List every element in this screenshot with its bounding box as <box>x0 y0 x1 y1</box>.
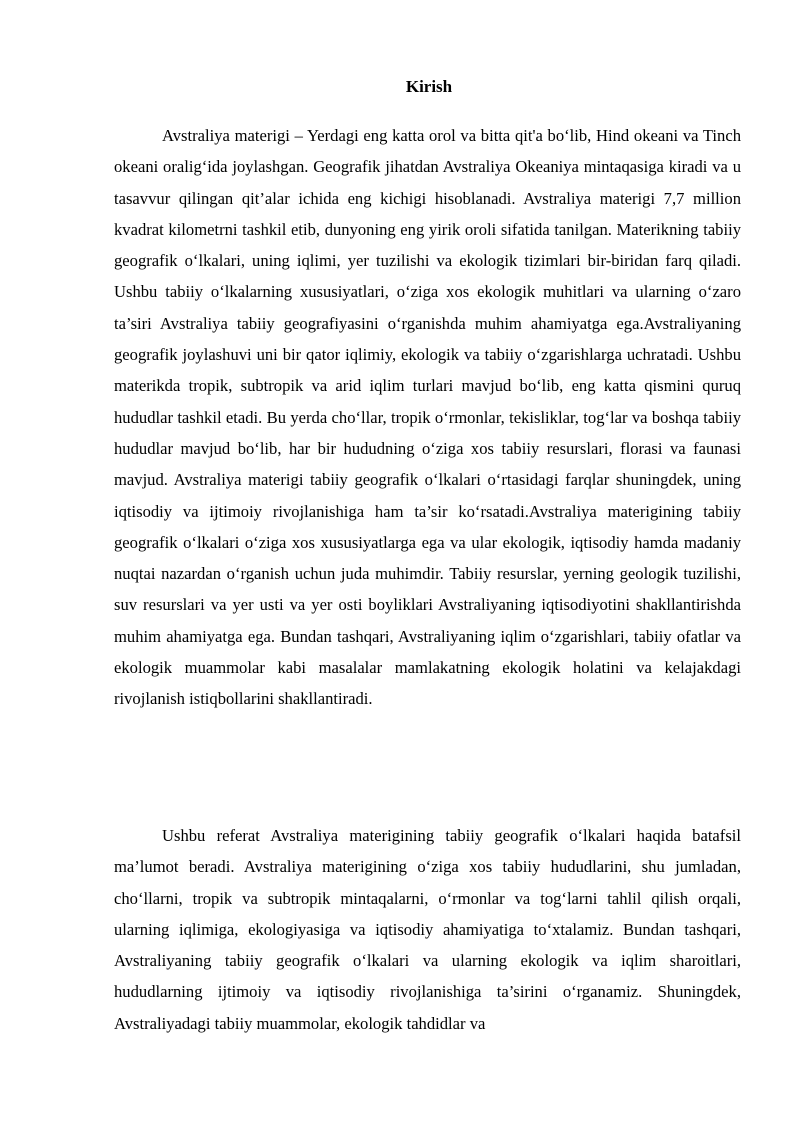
page-title: Kirish <box>405 77 453 96</box>
paragraph-introduction: Avstraliya materigi – Yerdagi eng katta orol va bitta qit'a bo‘lib, Hind okeani va Tinch okeani oralig‘ida joylashgan. Geografik jihatdan Avstraliya Okeaniya mintaqasiga kiradi va u tasavvur qilingan qit’alar ichida eng kichigi hisoblanadi. Avstraliya materigi 7,7 million kvadrat kilometrni tashkil etib, dunyoning eng yirik oroli sifatida tanilgan. Materikning tabiiy geografik o‘lkalari, uning iqlimi, yer tuzilishi va ekologik tizimlari bir-biridan farq qiladi. Ushbu tabiiy o‘lkalarning xususiyatlari, o‘ziga xos ekologik muhitlari va ularning o‘zaro ta’siri Avstraliya tabiiy geografiyasini o‘rganishda muhim ahamiyatga ega.Avstraliyaning geografik joylashuvi uni bir qator iqlimiy, ekologik va tabiiy o‘zgarishlarga uchratadi. Ushbu materikda tropik, subtropik va arid iqlim turlari mavjud bo‘lib, eng katta qismini quruq hududlar tashkil etadi. Bu yerda cho‘llar, tropik o‘rmonlar, tekisliklar, tog‘lar va boshqa tabiiy hududlar mavjud bo‘lib, har bir hududning o‘ziga xos tabiiy resurslari, florasi va faunasi mavjud. Avstraliya materigi tabiiy geografik o‘lkalari o‘rtasidagi farqlar shuningdek, uning iqtisodiy va ijtimoiy rivojlanishiga ham ta’sir ko‘rsatadi.Avstraliya materigining tabiiy geografik o‘lkalari o‘ziga xos xususiyatlarga ega va ular ekologik, iqtisodiy hamda madaniy nuqtai nazardan o‘rganish uchun juda muhimdir. Tabiiy resurslar, yerning geologik tuzilishi, suv resurslari va yer usti va yer osti boyliklari Avstraliyaning iqtisodiyotini shakllantirishda muhim ahamiyatga ega. Bundan tashqari, Avstraliyaning iqlim o‘zgarishlari, tabiiy ofatlar va ekologik muammolar kabi masalalar mamlakatning ekologik holatini va kelajakdagi rivojlanish istiqbollarini shakllantiradi. <box>114 126 741 709</box>
paragraph-abstract: Ushbu referat Avstraliya materigining tabiiy geografik o‘lkalari haqida batafsil ma’lumot beradi. Avstraliya materigining o‘ziga xos tabiiy hududlarini, shu jumladan, cho‘llarni, tropik va subtropik mintaqalarni, o‘rmonlar va tog‘larni tahlil qilish orqali, ularning iqlimiga, ekologiyasiga va iqtisodiy ahamiyatiga to‘xtalamiz. Bundan tashqari, Avstraliyaning tabiiy geografik o‘lkalari va ularning ekologik va iqlim sharoitlari, hududlarning ijtimoiy va iqtisodiy rivojlanishiga ta’sirini o‘rganamiz. Shuningdek, Avstraliyadagi tabiiy muammolar, ekologik tahdidlar va <box>114 826 741 1033</box>
